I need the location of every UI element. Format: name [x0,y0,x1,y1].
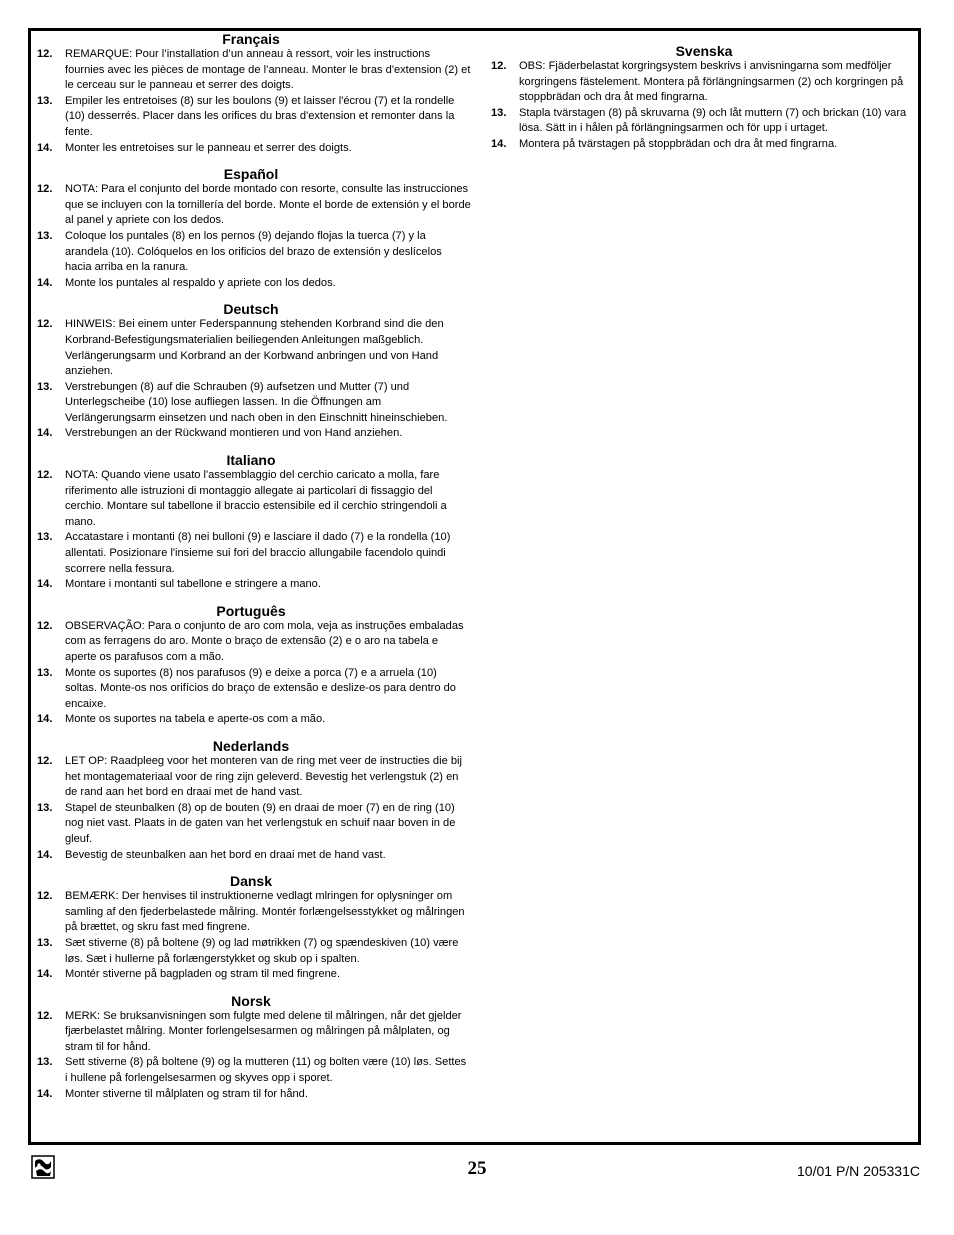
section-heading: Italiano [226,452,276,469]
step-number: 13. [37,531,53,544]
instruction-item [31,936,471,967]
language-section [31,301,471,442]
instruction-item [31,468,471,530]
instruction-item [31,317,471,379]
instruction-item [31,1087,471,1103]
section-heading: Svenska [675,43,733,59]
instruction-item [31,182,471,229]
instruction-item [31,530,471,577]
instruction-item [31,848,471,864]
language-section [31,452,471,593]
step-text: Verstrebungen an der Rückwand montieren und von Hand anziehen. [65,427,403,440]
section-heading: Norsk [231,992,271,1009]
page-number: 25 [467,1158,487,1179]
instruction-item [31,712,471,728]
language-section [31,738,471,863]
step-text: OBSERVAÇÃO: Para o conjunto de aro com mola, veja as instruções embaladas com as ferragens do aro. Monte o braço de extensão (2) e o aro na tabela e aperte os parafusos com a mão. [65,619,464,663]
step-text: NOTA: Quando viene usato l'assemblaggio del cerchio caricato a molla, fare riferimento alle istruzioni di montaggio allegate ai particolari di fissaggio del cerchio. Montare sul tabellone il braccio estensibile ed il cerchio stringendoli a mano. [65,469,447,528]
step-text: MERK: Se bruksanvisningen som fulgte med delene til målringen, når det gjelder fjærbelastet målring. Monter forlengelsesarmen og målringen på målplaten, og stram til for hånd. [65,1009,462,1053]
right-column [485,43,923,163]
instruction-item [31,967,471,983]
step-text: Montera på tvärstagen på stoppbrädan och dra åt med fingrarna. [519,137,838,150]
step-text: Stapel de steunbalken (8) op de bouten (9) en draai de moer (7) en de ring (10) nog niet vast. Plaats in de gaten van het verlengstuk en schuif naar boven in de gleuf. [65,801,456,845]
step-number: 13. [37,380,53,393]
step-number: 14. [37,141,53,154]
instruction-item [31,47,471,94]
step-number: 13. [37,801,53,814]
instruction-item [31,94,471,141]
instruction-item [31,380,471,427]
content-frame [28,28,921,1145]
section-heading: Français [222,31,280,47]
step-text: Coloque los puntales (8) en los pernos (9) dejando flojas la tuerca (7) y la arandela (10). Colóquelos en los orificios del brazo de extensión y deslícelos hacia arriba en la ranura. [65,229,442,274]
instruction-item [31,1055,471,1086]
step-text: REMARQUE: Pour l’installation d’un anneau à ressort, voir les instructions fournies avec les pièces de montage de l’anneau. Monter le bras d'extension (2) et le cerceau sur le panneau et serrer des doigts. [65,48,471,92]
step-text: Bevestig de steunbalken aan het bord en draai met de hand vast. [65,848,386,861]
step-text: Verstrebungen (8) auf die Schrauben (9) aufsetzen und Mutter (7) und Unterlegscheibe (10) lose aufliegen lassen. In die Öffnungen am Verlängerungsarm einsetzen und nach oben in den Einschnitt hineinschieben. [65,380,448,424]
language-section [31,603,471,728]
section-heading: Nederlands [212,737,290,754]
step-text: HINWEIS: Bei einem unter Federspannung stehenden Korbrand sind die den Korbrand-Befestigungsmaterialien beiliegenden Anleitungen maßgeblich. Verlängerungsarm und Korbrand an der Korbwand anbringen und von Hand anziehen. [65,318,444,378]
step-number: 13. [37,1056,53,1069]
step-text: Montare i montanti sul tabellone e stringere a mano. [65,578,321,591]
section-heading: Español [223,166,279,183]
step-number: 13. [37,666,53,679]
step-text: BEMÆRK: Der henvises til instruktionerne vedlagt mlringen for oplysninger om samling af den fjederbelastede målring. Montér forlængelsesstykket og målringen på brættet, og skru fast med fingrene. [65,890,465,934]
step-number: 14. [37,1087,53,1100]
step-text: Monter les entretoises sur le panneau et serrer des doigts. [65,141,352,154]
step-number: 12. [37,183,53,196]
step-text: LET OP: Raadpleeg voor het monteren van de ring met veer de instructies die bij het montagemateriaal voor de ring zijn geleverd. Bevestig het verlengstuk (2) en de rand aan het bord en draai met de hand vast. [65,754,462,799]
step-text: Sett stiverne (8) på boltene (9) og la mutteren (11) og bolten være (10) løs. Settes i hullene på forlengelsesarmen og skyves opp i sporet. [65,1056,467,1085]
step-text: Monte os suportes na tabela e aperte-os com a mão. [65,713,326,726]
step-number: 14. [37,848,53,861]
step-number: 14. [37,276,53,289]
instruction-item [31,229,471,276]
step-number: 14. [37,427,53,440]
step-number: 12. [37,619,53,632]
section-heading: Dansk [229,873,273,890]
step-number: 12. [491,60,507,72]
instruction-item [31,619,471,666]
step-number: 13. [37,94,53,107]
step-text: Sæt stiverne (8) på boltene (9) og lad møtrikken (7) og spændeskiven (10) være løs. Sæt i hullerne på forlængerstykket og skub op i spalten. [65,936,459,965]
language-section [31,166,471,291]
instruction-item [31,889,471,936]
language-section [31,873,471,983]
instruction-item [31,426,471,442]
part-number: 10/01 P/N 205331C [797,1163,920,1179]
step-text: NOTA: Para el conjunto del borde montado con resorte, consulte las instrucciones que se incluyen con la tornillería del borde. Monte el borde de extensión y el borde al panel y apriete con los dedos. [65,183,471,227]
step-number: 14. [37,713,53,726]
step-text: Montér stiverne på bagpladen og stram til med fingrene. [65,968,341,981]
step-number: 14. [491,137,507,150]
instruction-item [31,666,471,713]
language-section [31,993,471,1103]
step-number: 12. [37,318,53,331]
step-text: Accatastare i montanti (8) nei bulloni (9) e lasciare il dado (7) e la rondella (10) allentati. Posizionare l'insieme sui fori del braccio allungabile facendolo quindi scorrere nella fessura. [65,531,451,575]
step-number: 13. [37,229,53,242]
step-text: OBS: Fjäderbelastat korgringsystem beskrivs i anvisningarna som medföljer korgringens fästelement. Montera på förlängningsarmen (2) och korgringen på stoppbrädan och dra åt med fingrarna. [519,60,904,104]
step-number: 12. [37,890,53,903]
step-text: Stapla tvärstagen (8) på skruvarna (9) och låt muttern (7) och brickan (10) vara lösa. Sätt in i hålen på förlängningsarmen och för upp i urtaget. [519,106,907,135]
step-number: 13. [37,936,53,949]
instruction-item [31,801,471,848]
step-text: Empiler les entretoises (8) sur les boulons (9) et laisser l'écrou (7) et la rondelle (10) desserrés. Placer dans les orifices du bras d'extension et remonter dans la fente. [65,94,455,138]
left-column [31,31,471,1112]
instruction-item [31,754,471,801]
language-section [485,43,923,153]
step-text: Monte los puntales al respaldo y apriete con los dedos. [65,276,336,289]
instruction-item [31,1009,471,1056]
step-text: Monter stiverne til målplaten og stram til for hånd. [65,1087,308,1100]
instruction-item [485,59,923,106]
instruction-item [485,137,923,153]
step-text: Monte os suportes (8) nos parafusos (9) e deixe a porca (7) e a arruela (10) soltas. Monte-os nos orifícios do braço de extensão e deslize-os para dentro do encaixe. [65,666,456,710]
section-heading: Deutsch [223,301,279,318]
step-number: 12. [37,48,53,60]
instruction-item [485,106,923,137]
step-number: 12. [37,754,53,767]
step-number: 12. [37,469,53,482]
instruction-item [31,276,471,292]
section-heading: Português [216,602,286,619]
instruction-item [31,141,471,157]
step-number: 14. [37,968,53,981]
step-number: 12. [37,1009,53,1022]
step-number: 14. [37,578,53,591]
language-section [31,31,471,156]
step-number: 13. [491,106,507,119]
instruction-item [31,577,471,593]
